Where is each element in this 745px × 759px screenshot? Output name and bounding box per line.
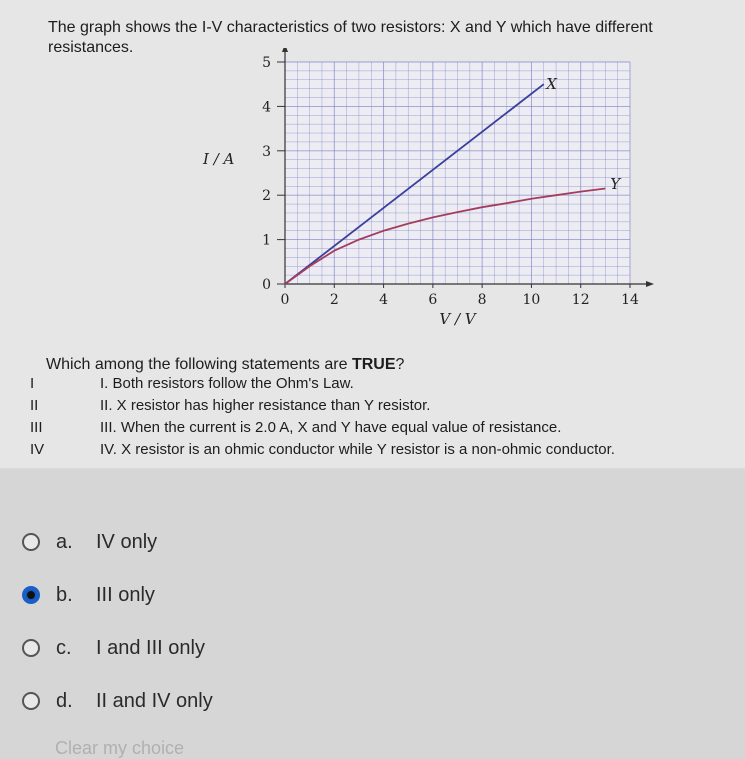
clear-choice-link[interactable]: Clear my choice	[55, 738, 185, 758]
y-tick-label: 0	[262, 277, 271, 293]
y-axis-arrow	[282, 48, 288, 52]
question-prompt	[46, 356, 404, 374]
iv-graph	[195, 48, 665, 338]
x-axis-label: V / V	[439, 310, 476, 328]
statement-roman: I	[30, 375, 35, 392]
x-axis-arrow	[646, 281, 654, 287]
x-tick-label: 12	[571, 292, 590, 308]
x-tick-label: 10	[522, 292, 541, 308]
statement-text: III. When the current is 2.0 A, X and Y have equal value of resistance.	[100, 419, 562, 436]
option-letter: c.	[56, 636, 72, 659]
option-label: III only	[96, 583, 155, 606]
y-tick-label: 2	[262, 188, 271, 205]
y-axis-label: I / A	[203, 150, 235, 169]
option-a[interactable]	[22, 527, 157, 557]
y-tick-label: 5	[262, 55, 271, 71]
question-intro: The graph shows the I-V characteristics of two resistors: X and Y which have different resistances.	[48, 19, 653, 56]
radio-d[interactable]	[22, 692, 40, 710]
y-tick-label: 1	[262, 232, 271, 249]
x-tick-label: 0	[280, 292, 290, 308]
option-letter: a.	[56, 530, 73, 553]
statement-roman: IV	[30, 441, 45, 458]
option-label: IV only	[96, 530, 158, 553]
prompt-text: Which among the following statements are	[46, 356, 352, 373]
series-annotation: X	[546, 75, 557, 94]
y-tick-label: 3	[262, 143, 271, 160]
statement-text: IV. X resistor is an ohmic conductor while Y resistor is a non-ohmic conductor.	[100, 441, 615, 458]
x-tick-label: 14	[621, 292, 639, 308]
option-label: II and IV only	[96, 689, 213, 712]
radio-a[interactable]	[22, 533, 40, 551]
radio-b[interactable]	[22, 586, 40, 604]
x-tick-label: 6	[428, 292, 438, 308]
option-label: I and III only	[96, 636, 205, 659]
prompt-end: ?	[395, 356, 405, 373]
x-tick-label: 4	[379, 292, 389, 308]
option-letter: d.	[56, 689, 73, 712]
statement-roman: II	[30, 397, 39, 414]
prompt-emphasis: TRUE	[351, 356, 396, 373]
series-annotation: Y	[610, 175, 621, 194]
option-d[interactable]	[22, 686, 213, 716]
option-letter: b.	[56, 583, 73, 606]
statement-text: I. Both resistors follow the Ohm's Law.	[100, 375, 354, 392]
x-tick-label: 2	[329, 292, 339, 308]
option-c[interactable]	[22, 633, 205, 663]
x-tick-label: 8	[477, 292, 487, 308]
y-tick-label: 4	[262, 99, 271, 116]
radio-c[interactable]	[22, 639, 40, 657]
statement-roman: III	[30, 419, 43, 436]
statement-text: II. X resistor has higher resistance than Y resistor.	[100, 397, 431, 414]
option-b[interactable]	[22, 580, 155, 610]
